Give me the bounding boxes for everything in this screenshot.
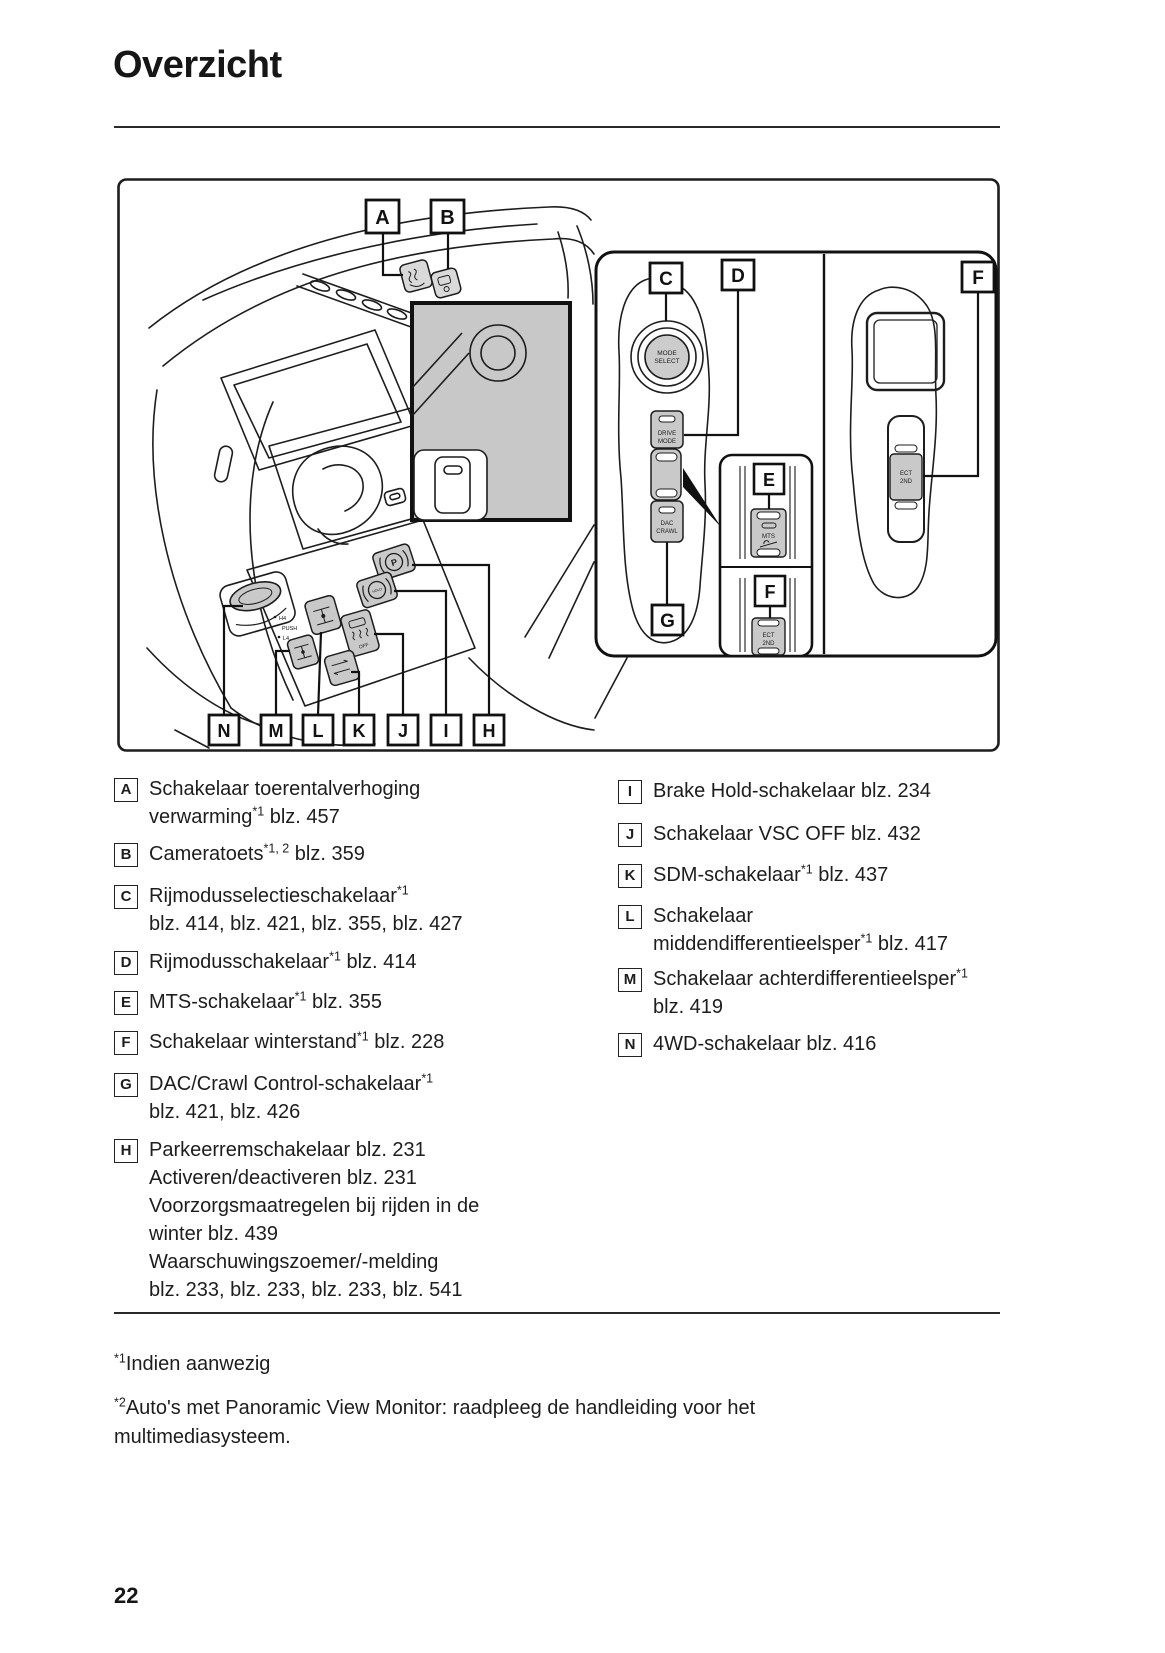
legend-key-g: G xyxy=(114,1073,138,1097)
legend-line: winter blz. 439 xyxy=(149,1223,278,1245)
legend-text-h xyxy=(149,1136,479,1304)
legend-line: Waarschuwingszoemer/-melding xyxy=(149,1251,439,1273)
legend-text-k xyxy=(653,861,888,889)
legend-key-f: F xyxy=(114,1031,138,1055)
legend-item-i xyxy=(618,777,931,805)
title-divider xyxy=(114,126,1000,128)
svg-text:HOLD: HOLD xyxy=(371,587,383,594)
legend-text-g xyxy=(149,1070,433,1126)
svg-text:M: M xyxy=(268,721,284,741)
inset-panel xyxy=(596,252,996,656)
footnote-2 xyxy=(114,1394,755,1452)
legend-line: MTS-schakelaar$^{*1}$ blz. 355 xyxy=(149,989,383,1013)
legend-line: blz. 419 xyxy=(653,996,724,1018)
legend-key-a: A xyxy=(114,778,138,802)
legend-line: Schakelaar toerentalverhoging xyxy=(149,778,421,800)
legend-text-j xyxy=(653,820,921,848)
legend-item-f xyxy=(114,1028,444,1056)
footnote-1 xyxy=(114,1350,270,1379)
legend-key-b: B xyxy=(114,843,138,867)
callout-e xyxy=(754,464,784,494)
zoom-inset-square xyxy=(412,303,570,520)
callout-h xyxy=(474,715,504,745)
legend-line: verwarming$^{*1}$ blz. 457 xyxy=(149,804,340,828)
legend-line: Rijmodusselectieschakelaar$^{*1}$ xyxy=(149,883,409,907)
legend-item-m xyxy=(618,965,968,1021)
legend-key-c: C xyxy=(114,885,138,909)
legend-line: blz. 233, blz. 233, blz. 233, blz. 541 xyxy=(149,1279,463,1301)
legend-line: 4WD-schakelaar blz. 416 xyxy=(653,1033,877,1055)
svg-text:F: F xyxy=(972,268,984,289)
legend-text-i xyxy=(653,777,931,805)
legend-key-l: L xyxy=(618,905,642,929)
svg-text:H4: H4 xyxy=(279,616,287,622)
svg-text:K: K xyxy=(352,721,366,741)
heater-boost-button xyxy=(399,259,433,293)
svg-text:F: F xyxy=(764,582,776,602)
page-title: Overzicht xyxy=(113,44,282,86)
legend-text-f xyxy=(149,1028,444,1056)
legend-key-n: N xyxy=(618,1033,642,1057)
footnote-line: multimediasysteem. xyxy=(114,1426,291,1448)
callout-f-top xyxy=(962,262,994,292)
legend-line: Brake Hold-schakelaar blz. 234 xyxy=(653,780,931,802)
svg-text:N: N xyxy=(217,721,231,741)
legend-line: Schakelaar winterstand$^{*1}$ blz. 228 xyxy=(149,1029,445,1053)
legend-text-n xyxy=(653,1030,876,1058)
legend-line: Activeren/deactiveren blz. 231 xyxy=(149,1167,417,1189)
legend-text-b xyxy=(149,840,365,868)
svg-text:E: E xyxy=(762,470,776,490)
legend-text-c xyxy=(149,882,463,938)
legend-key-k: K xyxy=(618,864,642,888)
svg-text:2ND: 2ND xyxy=(899,479,913,485)
svg-text:L: L xyxy=(312,721,324,741)
legend-item-g xyxy=(114,1070,433,1126)
legend-text-d xyxy=(149,948,417,976)
svg-text:D: D xyxy=(731,266,745,287)
svg-text:PUSH: PUSH xyxy=(282,626,298,632)
legend-line: blz. 421, blz. 426 xyxy=(149,1101,301,1123)
legend-line: Voorzorgsmaatregelen bij rijden in de xyxy=(149,1195,480,1217)
svg-text:OFF: OFF xyxy=(358,642,370,651)
svg-text:J: J xyxy=(397,721,409,741)
svg-text:MODE: MODE xyxy=(658,439,676,445)
svg-text:P: P xyxy=(389,556,399,569)
legend-item-k xyxy=(618,861,888,889)
legend-line: DAC/Crawl Control-schakelaar$^{*1}$ xyxy=(149,1071,434,1095)
svg-text:A: A xyxy=(375,207,390,229)
legend-item-d xyxy=(114,948,417,976)
legend-key-h: H xyxy=(114,1139,138,1163)
console-diagram-svg xyxy=(117,178,1000,752)
legend-line: Schakelaar VSC OFF blz. 432 xyxy=(653,823,921,845)
legend-text-m xyxy=(653,965,968,1021)
legend-line: middendifferentieelsper$^{*1}$ blz. 417 xyxy=(653,931,948,955)
legend-item-h xyxy=(114,1136,479,1304)
legend-item-n xyxy=(618,1030,876,1058)
svg-text:H: H xyxy=(482,721,496,741)
legend-line: Schakelaar xyxy=(653,905,754,927)
legend-key-e: E xyxy=(114,991,138,1015)
camera-button xyxy=(430,267,462,299)
legend-key-i: I xyxy=(618,780,642,804)
svg-text:MTS: MTS xyxy=(761,533,776,540)
legend-text-a xyxy=(149,775,420,831)
svg-text:B: B xyxy=(440,207,455,229)
legend-text-l xyxy=(653,902,948,958)
svg-text:G: G xyxy=(660,611,675,632)
page-number: 22 xyxy=(114,1583,139,1608)
legend-item-a xyxy=(114,775,420,831)
legend-key-d: D xyxy=(114,951,138,975)
legend-line: Cameratoets$^{*1, 2}$ blz. 359 xyxy=(149,841,365,865)
callout-n xyxy=(209,715,239,745)
svg-text:CRAWL: CRAWL xyxy=(656,529,678,535)
callout-m xyxy=(261,715,291,745)
svg-text:ECT: ECT xyxy=(900,471,912,477)
callout-a xyxy=(366,200,399,233)
callout-d xyxy=(722,260,754,290)
footnote-divider xyxy=(114,1312,1000,1314)
svg-text:ECT: ECT xyxy=(762,633,775,639)
legend-item-e xyxy=(114,988,382,1016)
footnote-line: $^{*2}$Auto's met Panoramic View Monitor: raadpleeg de handleiding voor het xyxy=(114,1395,756,1419)
svg-text:MODE: MODE xyxy=(657,350,677,357)
callout-k xyxy=(344,715,374,745)
svg-text:I: I xyxy=(443,721,449,741)
footnote-line: $^{*1}$Indien aanwezig xyxy=(114,1351,271,1375)
legend-line: SDM-schakelaar$^{*1}$ blz. 437 xyxy=(653,862,889,886)
svg-text:DRIVE: DRIVE xyxy=(657,431,677,437)
callout-b xyxy=(431,200,464,233)
svg-text:DAC: DAC xyxy=(660,521,674,527)
callout-i xyxy=(431,715,461,745)
callout-f-inner xyxy=(755,576,785,606)
callout-j xyxy=(388,715,418,745)
legend-key-m: M xyxy=(618,968,642,992)
callout-c xyxy=(650,263,682,293)
legend-line: Schakelaar achterdifferentieelsper$^{*1}$ xyxy=(653,966,968,990)
legend-item-c xyxy=(114,882,463,938)
legend-item-l xyxy=(618,902,948,958)
legend-line: Parkeerremschakelaar blz. 231 xyxy=(149,1139,426,1161)
ect-2nd-button-right xyxy=(890,454,922,500)
legend-line: blz. 414, blz. 421, blz. 355, blz. 427 xyxy=(149,913,463,935)
console-diagram xyxy=(117,178,1000,752)
legend-text-e xyxy=(149,988,382,1016)
callout-l xyxy=(303,715,333,745)
legend-line: Rijmodusschakelaar$^{*1}$ blz. 414 xyxy=(149,949,417,973)
legend-item-j xyxy=(618,820,921,848)
svg-text:2ND: 2ND xyxy=(762,641,775,647)
svg-text:SELECT: SELECT xyxy=(654,358,680,365)
svg-text:C: C xyxy=(659,269,673,290)
callout-g xyxy=(652,605,683,635)
legend-key-j: J xyxy=(618,823,642,847)
legend-item-b xyxy=(114,840,365,868)
drive-mode-rocker xyxy=(651,449,681,500)
svg-text:L4: L4 xyxy=(283,636,290,642)
